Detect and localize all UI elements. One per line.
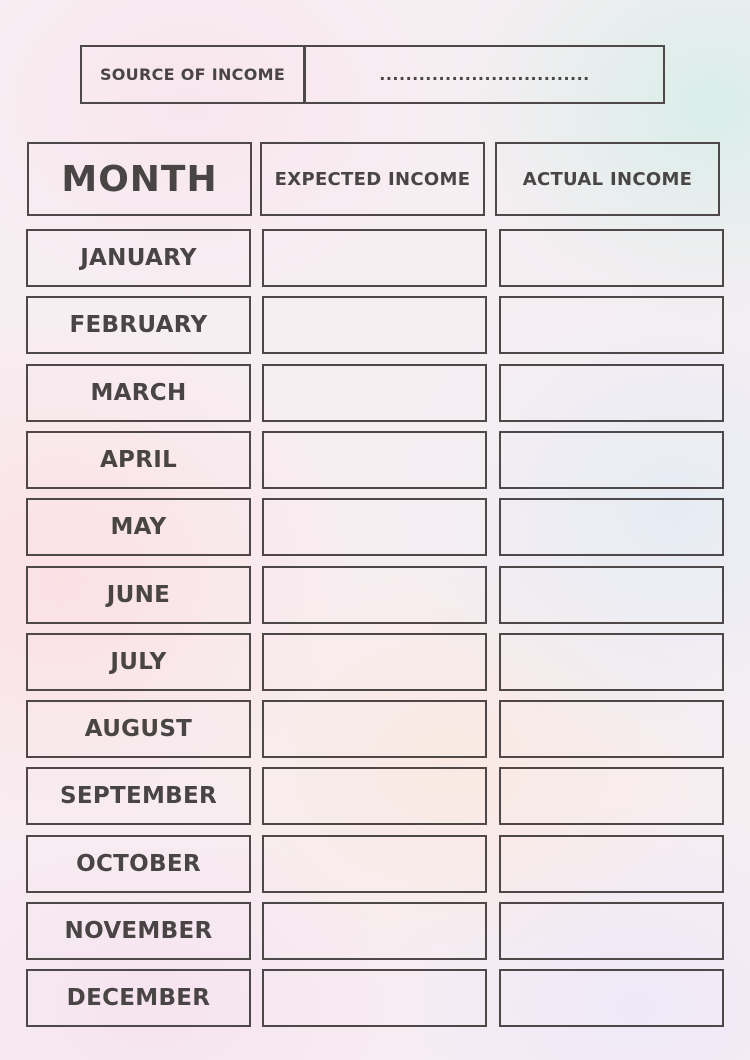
actual-income-field-september[interactable] — [499, 767, 724, 825]
expected-income-field-september[interactable] — [262, 767, 487, 825]
expected-income-field-december[interactable] — [262, 969, 487, 1027]
month-label-august: AUGUST — [26, 700, 251, 758]
expected-income-column-header: EXPECTED INCOME — [260, 142, 485, 216]
expected-income-field-august[interactable] — [262, 700, 487, 758]
actual-income-field-november[interactable] — [499, 902, 724, 960]
actual-income-field-july[interactable] — [499, 633, 724, 691]
actual-income-field-august[interactable] — [499, 700, 724, 758]
month-label-july: JULY — [26, 633, 251, 691]
month-label-november: NOVEMBER — [26, 902, 251, 960]
actual-income-field-october[interactable] — [499, 835, 724, 893]
expected-income-field-june[interactable] — [262, 566, 487, 624]
actual-income-column-header: ACTUAL INCOME — [495, 142, 720, 216]
expected-income-field-october[interactable] — [262, 835, 487, 893]
actual-income-field-february[interactable] — [499, 296, 724, 354]
month-column-header: MONTH — [27, 142, 252, 216]
expected-income-field-july[interactable] — [262, 633, 487, 691]
actual-income-field-january[interactable] — [499, 229, 724, 287]
month-label-january: JANUARY — [26, 229, 251, 287]
month-label-june: JUNE — [26, 566, 251, 624]
month-label-march: MARCH — [26, 364, 251, 422]
month-label-october: OCTOBER — [26, 835, 251, 893]
actual-income-field-april[interactable] — [499, 431, 724, 489]
expected-income-field-january[interactable] — [262, 229, 487, 287]
source-of-income-label: SOURCE OF INCOME — [80, 45, 305, 104]
source-of-income-field[interactable]: ................................ — [304, 45, 665, 104]
month-label-september: SEPTEMBER — [26, 767, 251, 825]
actual-income-field-june[interactable] — [499, 566, 724, 624]
expected-income-field-april[interactable] — [262, 431, 487, 489]
actual-income-field-may[interactable] — [499, 498, 724, 556]
month-label-february: FEBRUARY — [26, 296, 251, 354]
expected-income-field-may[interactable] — [262, 498, 487, 556]
actual-income-field-december[interactable] — [499, 969, 724, 1027]
month-label-april: APRIL — [26, 431, 251, 489]
expected-income-field-february[interactable] — [262, 296, 487, 354]
actual-income-field-march[interactable] — [499, 364, 724, 422]
expected-income-field-march[interactable] — [262, 364, 487, 422]
month-label-may: MAY — [26, 498, 251, 556]
expected-income-field-november[interactable] — [262, 902, 487, 960]
month-label-december: DECEMBER — [26, 969, 251, 1027]
